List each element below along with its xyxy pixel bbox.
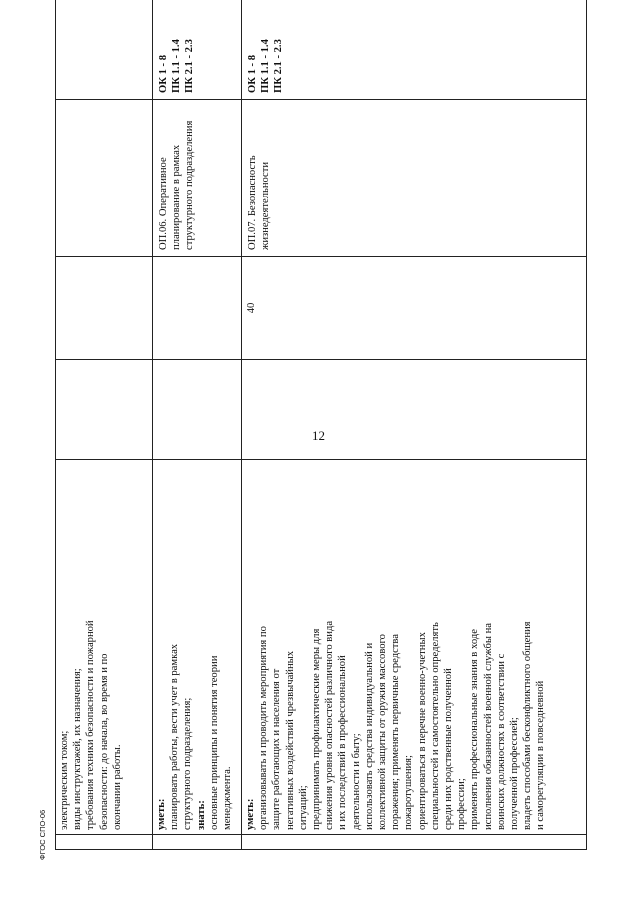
requirements-line: пожаротушения;: [403, 755, 415, 830]
max-load-cell: [242, 360, 587, 460]
curriculum-table: [55, 0, 587, 850]
requirements-cell: [56, 460, 153, 835]
requirements-line: специальностей и самостоятельно определять: [429, 622, 441, 830]
requirements-line: менеджмента.: [222, 766, 234, 830]
page-number: 12: [312, 428, 325, 443]
requirements-line: планировать работы, вести учет в рамках: [169, 643, 181, 830]
competency-code: ПК 2.1 - 2.3: [273, 39, 285, 93]
competencies-cell: [56, 0, 153, 100]
requirements-line: уметь:: [245, 798, 256, 830]
requirements-line: окончании работы.: [111, 744, 123, 830]
requirements-line: основные принципы и понятия теории: [208, 655, 220, 830]
requirements-line: электрическим током;: [59, 730, 70, 830]
hours-cell: [242, 257, 587, 360]
requirements-line: безопасности: до начала, во время и по: [98, 653, 110, 830]
requirements-line: использовать средства индивидуальной и: [363, 642, 375, 830]
competency-code: ПК 1.1 - 1.4: [171, 39, 183, 93]
requirements-line: коллективной защиты от оружия массового: [377, 634, 389, 830]
table-row: [56, 0, 153, 850]
curriculum-table-wrapper: [55, 30, 582, 850]
requirements-line: снижения уровня опасностей различного вида: [324, 620, 336, 830]
competency-code: ОК 1 - 8: [247, 55, 258, 93]
requirements-line: ориентироваться в перечне военно-учетных: [416, 632, 428, 830]
hours-cell: [56, 257, 153, 360]
requirements-line: уметь:: [156, 798, 167, 830]
requirements-line: деятельности и быту;: [350, 733, 362, 830]
requirements-line: виды инструктажей, их назначения;: [72, 668, 84, 830]
footer-code: ФГОС СПО-06: [38, 809, 47, 860]
requirements-line: и их последствий в профессиональной: [337, 655, 349, 830]
requirements-line: защите работающих и населения от: [271, 668, 283, 830]
competencies-cell: [153, 0, 242, 100]
requirements-line: полученной профессией;: [509, 717, 521, 830]
requirements-line: исполнения обязанностей военной службы на: [482, 622, 494, 830]
requirements-line: организовывать и проводить мероприятия по: [258, 626, 270, 830]
requirements-cell: [242, 460, 587, 835]
requirements-line: и саморегуляции в повседневной: [535, 680, 547, 830]
hours-cell: [153, 257, 242, 360]
hours-value: 40: [246, 302, 257, 314]
requirements-line: профессии;: [456, 778, 468, 830]
requirements-line: воинских должностях в соответствии с: [495, 653, 507, 830]
table-row: [242, 0, 587, 850]
index-cell: [56, 835, 153, 850]
competency-code: ПК 1.1 - 1.4: [260, 39, 272, 93]
discipline-cell: [56, 100, 153, 257]
discipline-cell: ОП.07. Безопасность жизнедеятельности: [242, 100, 587, 257]
requirements-line: требования техники безопасности и пожарной: [85, 620, 97, 830]
table-row: [153, 0, 242, 850]
discipline-cell: ОП.06. Оперативное планирование в рамках структурного подразделения: [153, 100, 242, 257]
requirements-cell: [153, 460, 242, 835]
max-load-cell: [153, 360, 242, 460]
competency-code: ПК 2.1 - 2.3: [184, 39, 196, 93]
requirements-line: предпринимать профилактические меры для: [311, 628, 323, 830]
index-cell: [242, 835, 587, 850]
requirements-line: среди них родственные полученной: [443, 668, 455, 830]
max-load-cell: [56, 360, 153, 460]
requirements-line: владеть способами бесконфликтного общения: [522, 621, 534, 830]
competencies-cell: [242, 0, 587, 100]
requirements-line: поражения; применять первичные средства: [390, 634, 402, 830]
requirements-line: негативных воздействий чрезвычайных: [284, 650, 296, 830]
requirements-line: структурного подразделения;: [182, 697, 194, 830]
index-cell: [153, 835, 242, 850]
requirements-line: знать:: [195, 800, 207, 830]
requirements-line: применять профессиональные знания в ходе: [469, 629, 481, 830]
requirements-line: ситуаций;: [297, 785, 309, 830]
competency-code: ОК 1 - 8: [158, 55, 169, 93]
